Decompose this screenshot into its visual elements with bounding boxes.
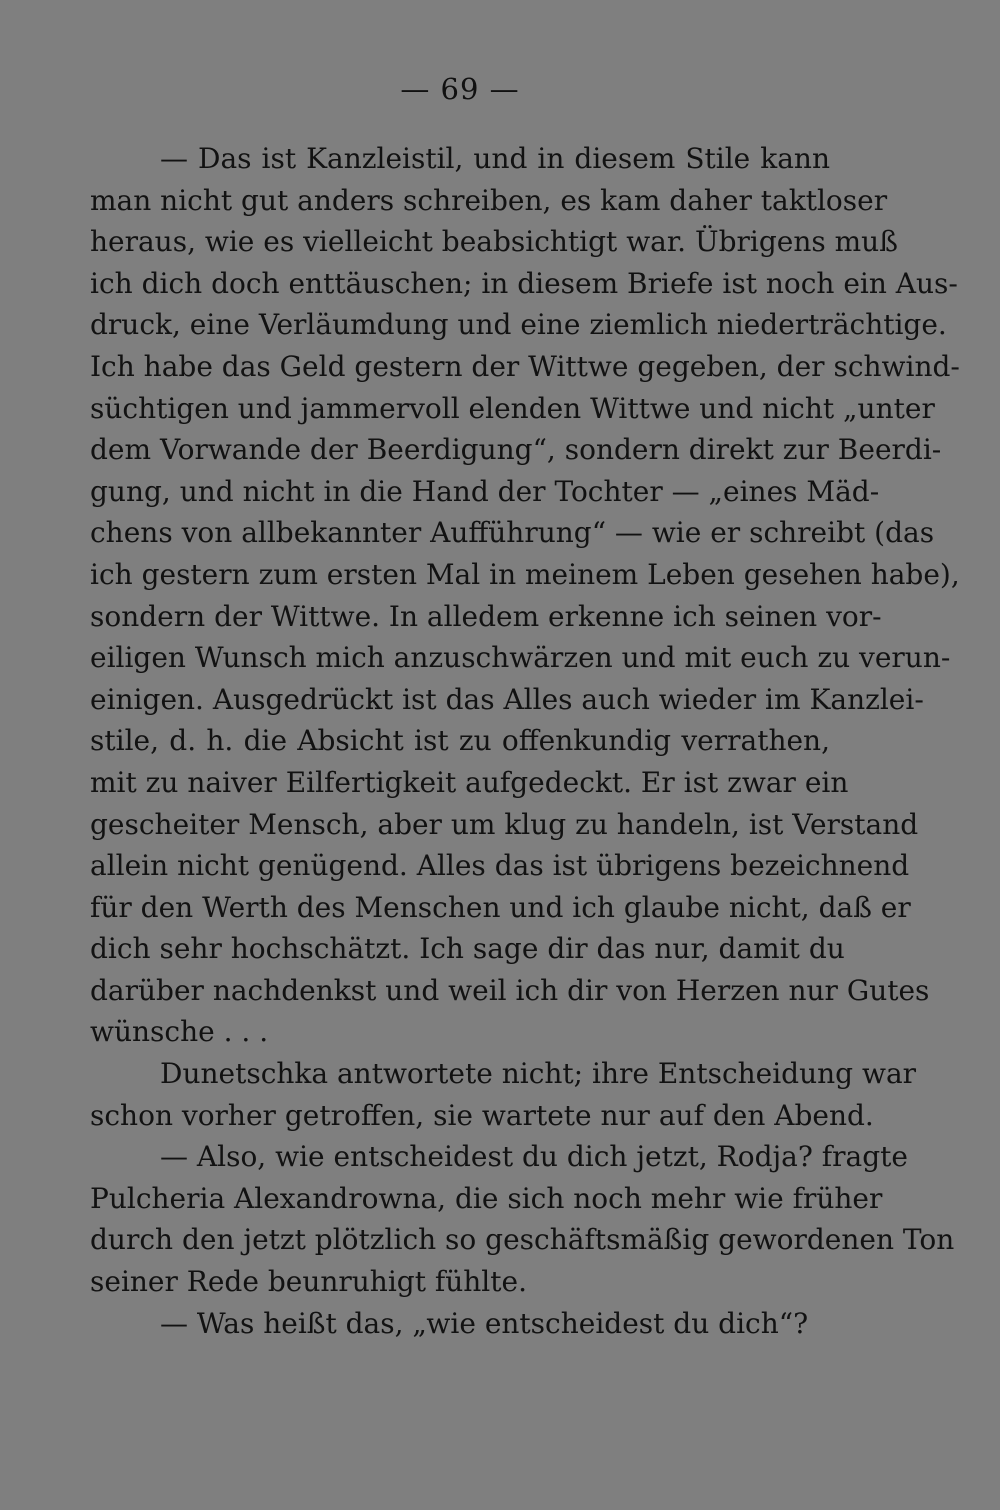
text-line: für den Werth des Menschen und ich glaube nicht, daß er <box>90 890 911 924</box>
text-line: süchtigen und jammervoll elenden Wittwe und nicht „unter <box>90 391 935 425</box>
text-line: man nicht gut anders schreiben, es kam daher taktloser <box>90 183 888 217</box>
text-line: wünsche . . . <box>90 1015 269 1049</box>
text-line: druck, eine Verläumdung und eine ziemlich niederträchtige. <box>90 308 947 342</box>
text-line: dich sehr hochschätzt. Ich sage dir das nur, damit du <box>90 932 845 966</box>
text-line: durch den jetzt plötzlich so geschäftsmäßig gewordenen Ton <box>90 1223 955 1257</box>
text-line: stile, d. h. die Absicht ist zu offenkundig verrathen, <box>90 724 830 758</box>
text-line: Pulcheria Alexandrowna, die sich noch mehr wie früher <box>90 1181 883 1215</box>
text-line: einigen. Ausgedrückt ist das Alles auch wieder im Kanzlei- <box>90 682 924 716</box>
text-line: allein nicht genügend. Alles das ist übrigens bezeichnend <box>90 849 910 883</box>
text-line: Dunetschka antwortete nicht; ihre Entscheidung war <box>160 1057 917 1091</box>
text-line: dem Vorwande der Beerdigung“, sondern direkt zur Beerdi- <box>90 433 942 467</box>
text-line: gung, und nicht in die Hand der Tochter — „eines Mäd- <box>90 474 880 508</box>
text-line: ich gestern zum ersten Mal in meinem Leben gesehen habe), <box>90 557 960 591</box>
page-number: — 69 — <box>400 72 520 106</box>
text-line: seiner Rede beunruhigt fühlte. <box>90 1265 527 1299</box>
body-text <box>90 138 960 1344</box>
text-line: — Was heißt das, „wie entscheidest du dich“? <box>160 1306 809 1340</box>
text-line: — Das ist Kanzleistil, und in diesem Stile kann <box>160 142 830 175</box>
text-line: chens von allbekannter Aufführung“ — wie er schreibt (das <box>90 516 935 550</box>
text-line: heraus, wie es vielleicht beabsichtigt war. Übrigens muß <box>90 225 898 259</box>
text-line: darüber nachdenkst und weil ich dir von Herzen nur Gutes <box>90 973 930 1007</box>
text-line: gescheiter Mensch, aber um klug zu handeln, ist Verstand <box>90 807 919 841</box>
text-line: sondern der Wittwe. In alledem erkenne ich seinen vor- <box>90 599 882 633</box>
text-line: mit zu naiver Eilfertigkeit aufgedeckt. Er ist zwar ein <box>90 765 849 799</box>
text-line: ich dich doch enttäuschen; in diesem Briefe ist noch ein Aus- <box>90 266 958 300</box>
text-line: schon vorher getroffen, sie wartete nur auf den Abend. <box>90 1098 874 1132</box>
text-line: eiligen Wunsch mich anzuschwärzen und mit euch zu verun- <box>90 641 951 675</box>
text-line: Ich habe das Geld gestern der Wittwe gegeben, der schwind- <box>90 349 960 383</box>
text-line: — Also, wie entscheidest du dich jetzt, Rodja? fragte <box>160 1140 908 1174</box>
